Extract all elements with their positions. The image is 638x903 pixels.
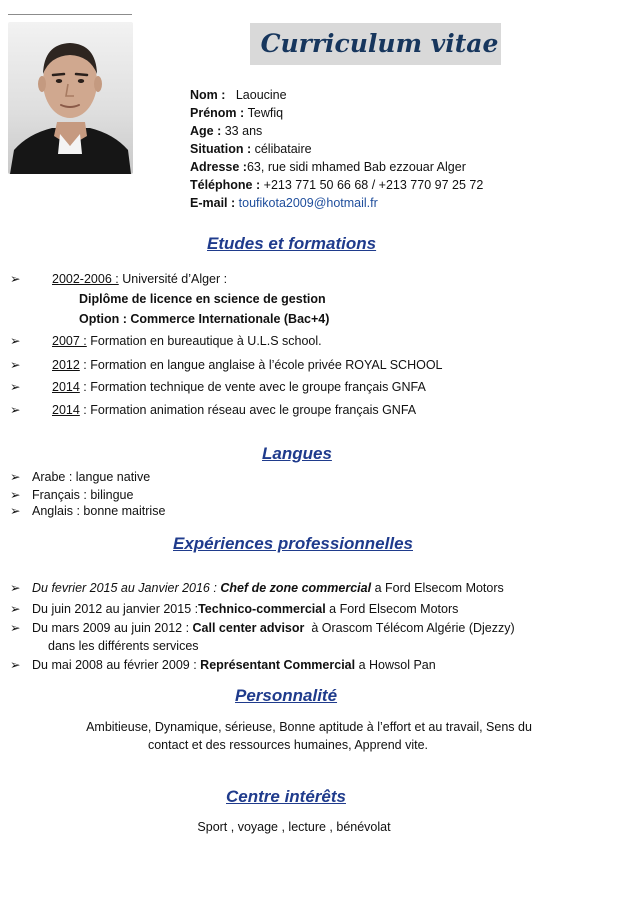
education-text: : Formation en langue anglaise à l’école privée ROYAL SCHOOL xyxy=(83,358,443,372)
info-adresse xyxy=(190,158,466,176)
arrowhead-bullet-icon: ➢ xyxy=(10,602,21,616)
section-title-languages: Langues xyxy=(262,444,332,463)
arrowhead-bullet-icon: ➢ xyxy=(10,272,21,286)
arrowhead-bullet-icon: ➢ xyxy=(10,621,21,635)
education-year: 2007 : xyxy=(52,334,87,348)
personality-line-1: Ambitieuse, Dynamique, sérieuse, Bonne aptitude à l’effort et au travail, Sens du xyxy=(86,720,532,734)
arrowhead-bullet-icon: ➢ xyxy=(10,658,21,672)
photo-top-rule xyxy=(8,14,132,15)
nom-label: Nom : xyxy=(190,88,226,102)
info-prenom xyxy=(190,104,283,122)
telephone-label: Téléphone : xyxy=(190,178,261,192)
language-text: Anglais : bonne maitrise xyxy=(32,504,166,518)
experience-item xyxy=(10,619,515,637)
experience-period: Du fevrier 2015 au Janvier 2016 : xyxy=(32,581,217,595)
experience-item xyxy=(10,579,504,597)
experience-company: a Ford Elsecom Motors xyxy=(374,581,504,595)
experience-item xyxy=(10,600,458,618)
situation-label: Situation : xyxy=(190,142,252,156)
arrowhead-bullet-icon: ➢ xyxy=(10,488,21,502)
education-option: Option : Commerce Internationale (Bac+4) xyxy=(79,312,330,326)
interests-text: Sport , voyage , lecture , bénévolat xyxy=(197,820,391,834)
education-year: 2014 xyxy=(52,380,80,394)
education-item xyxy=(10,401,416,419)
info-nom xyxy=(190,86,287,104)
language-item xyxy=(10,468,150,486)
language-item xyxy=(10,502,165,520)
education-item xyxy=(10,378,426,396)
experience-company: a Ford Elsecom Motors xyxy=(329,602,459,616)
education-text: Université d’Alger : xyxy=(122,272,228,286)
email-label: E-mail : xyxy=(190,196,236,210)
experience-role: Représentant Commercial xyxy=(200,658,356,672)
education-year: 2002-2006 : xyxy=(52,272,119,286)
education-text: Formation en bureautique à U.L.S school. xyxy=(90,334,322,348)
experience-company: a Howsol Pan xyxy=(358,658,436,672)
education-text: : Formation animation réseau avec le groupe français GNFA xyxy=(83,403,417,417)
arrowhead-bullet-icon: ➢ xyxy=(10,470,21,484)
section-title-experience: Expériences professionnelles xyxy=(173,534,413,553)
education-diploma: Diplôme de licence en science de gestion xyxy=(79,292,326,306)
nom-value: Laoucine xyxy=(235,88,287,102)
age-label: Age : xyxy=(190,124,222,138)
telephone-value: +213 771 50 66 68 / +213 770 97 25 72 xyxy=(263,178,484,192)
experience-period: Du mai 2008 au février 2009 : xyxy=(32,658,197,672)
language-text: Français : bilingue xyxy=(32,488,134,502)
profile-photo xyxy=(8,22,133,174)
email-link[interactable]: toufikota2009@hotmail.fr xyxy=(238,196,378,210)
education-item xyxy=(10,270,227,288)
portrait-image xyxy=(8,22,133,174)
education-year: 2012 xyxy=(52,358,80,372)
situation-value: célibataire xyxy=(254,142,312,156)
age-value: 33 ans xyxy=(224,124,263,138)
adresse-label: Adresse : xyxy=(190,160,247,174)
info-age xyxy=(190,122,262,140)
section-title-personality: Personnalité xyxy=(235,686,338,705)
experience-period: Du mars 2009 au juin 2012 : xyxy=(32,621,190,635)
language-text: Arabe : langue native xyxy=(32,470,151,484)
experience-role: Call center advisor xyxy=(192,621,305,635)
experience-item xyxy=(10,656,436,674)
arrowhead-bullet-icon: ➢ xyxy=(10,581,21,595)
arrowhead-bullet-icon: ➢ xyxy=(10,504,21,518)
arrowhead-bullet-icon: ➢ xyxy=(10,334,21,348)
section-title-education: Etudes et formations xyxy=(207,234,377,253)
info-email xyxy=(190,194,378,212)
experience-role: Technico-commercial xyxy=(198,602,326,616)
experience-period: Du juin 2012 au janvier 2015 : xyxy=(32,602,199,616)
personality-line-2: contact et des ressources humaines, Apprend vite. xyxy=(147,738,429,752)
section-title-interests: Centre intérêts xyxy=(226,787,346,806)
education-year: 2014 xyxy=(52,403,80,417)
arrowhead-bullet-icon: ➢ xyxy=(10,358,21,372)
arrowhead-bullet-icon: ➢ xyxy=(10,403,21,417)
adresse-value: 63, rue sidi mhamed Bab ezzouar Alger xyxy=(246,160,466,174)
experience-continuation: dans les différents services xyxy=(48,639,199,653)
prenom-value: Tewfiq xyxy=(247,106,284,120)
arrowhead-bullet-icon: ➢ xyxy=(10,380,21,394)
cv-title: Curriculum vitae xyxy=(260,29,499,58)
info-telephone xyxy=(190,176,483,194)
education-item xyxy=(10,356,443,374)
info-situation xyxy=(190,140,312,158)
prenom-label: Prénom : xyxy=(190,106,245,120)
experience-company: à Orascom Télécom Algérie (Djezzy) xyxy=(311,621,515,635)
education-item xyxy=(10,332,322,350)
experience-role: Chef de zone commercial xyxy=(220,581,372,595)
education-text: : Formation technique de vente avec le groupe français GNFA xyxy=(83,380,426,394)
